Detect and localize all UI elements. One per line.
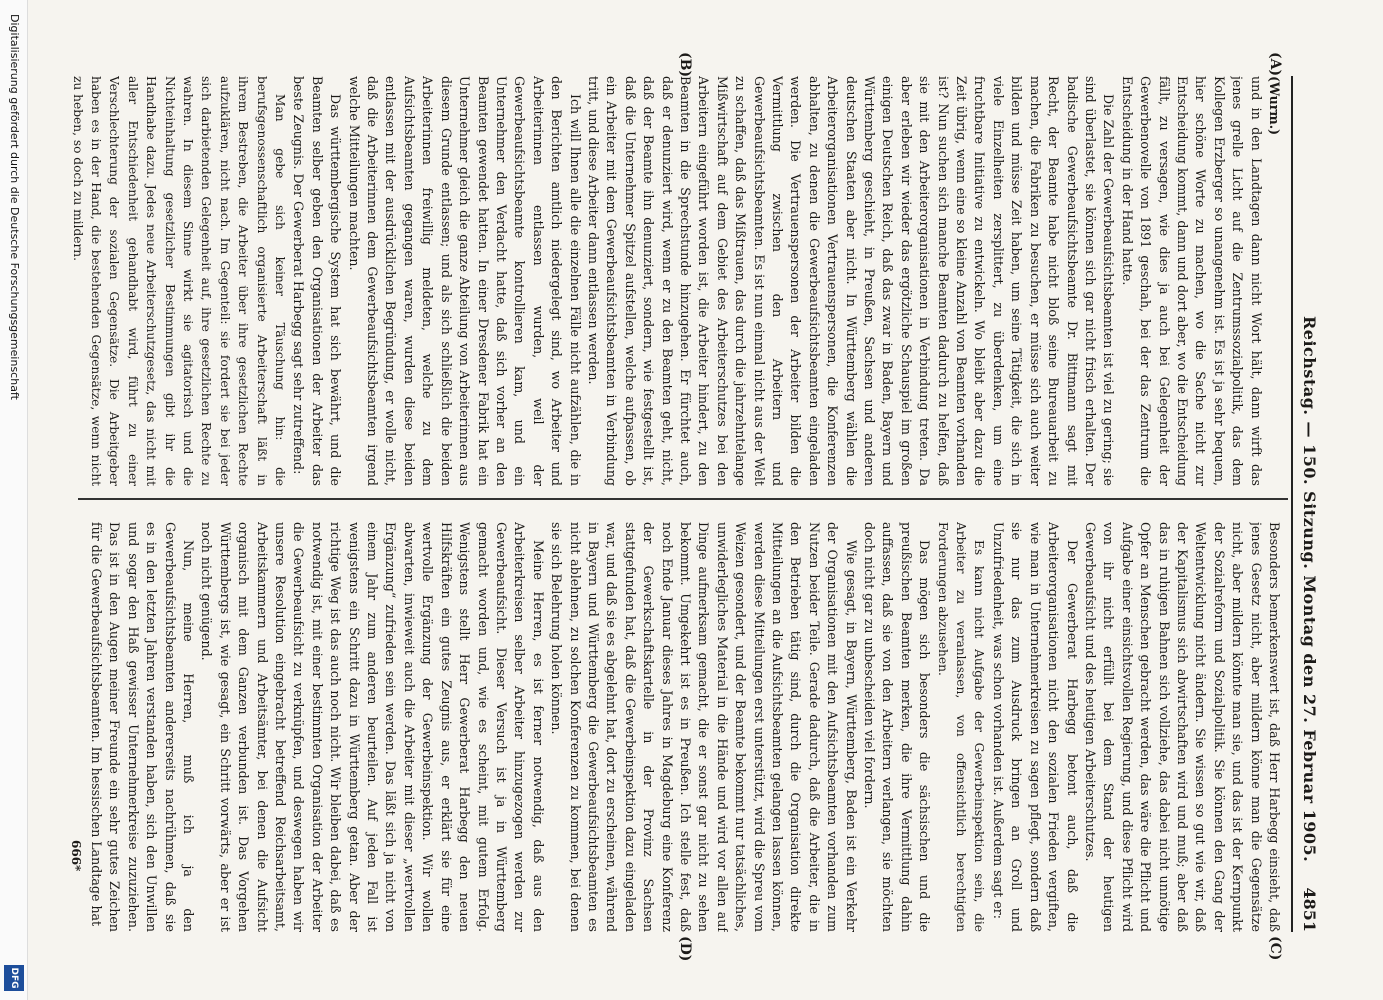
page-header xyxy=(1297,76,1321,932)
digitization-credit: Digitalisierung gefördert durch die Deutsche Forschungsgemeinschaft xyxy=(8,14,21,400)
page-number: 4851 xyxy=(1300,887,1319,932)
paragraph: Der Gewerberat Harbegg betont auch, daß die Arbeiterorganisationen nicht den sozialen Frieden vergiften, wie man in Unternehmerkreisen zu sagen pflegt, sondern daß sie nur das zum Ausdruck bringen an Groll und Unzufriedenheit, was schon vorhanden ist. Außerdem sagt er: xyxy=(990,522,1080,932)
left-column xyxy=(60,76,1283,486)
running-title: Reichstag. — 150. Sitzung. Montag den 27. Februar 1905. xyxy=(1300,316,1319,863)
paragraph: Das mögen sich besonders die sächsischen und die preußischen Beamten merken, die ihre Vermittlung dahin auffassen, daß sie von den Arbeitern verlangen, sie möchten doch nicht gar zu unbescheiden viel fordern. xyxy=(862,522,933,932)
quote-paragraph: Man gebe sich keiner Täuschung hin: die berufsgenossenschaftlich organisierte Arbeiterschaft läßt in ihrem Bestreben, die Arbeiter über ihre gesetzlichen Rechte aufzuklären, nicht nach. Im Gegenteil: sie fordert sie bei jeder sich darbietenden Gelegenheit auf, ihre gesetzlichen Rechte zu wahren. In diesem Sinne wirkt sie agitatorisch und die Nichteinhaltung gesetzlicher Bestimmungen gibt ihr die Handhabe dazu. Jedes neue Arbeiterschutzgesetz, das nicht mit aller Entschiedenheit gehandhabt wird, führt zu einer Verschlechterung der sozialen Gegensätze. Die Arbeitgeber haben es in der Hand, die bestehenden Gegensätze, wenn nicht zu heben, so doch zu mildern. xyxy=(70,76,288,486)
paragraph: Besonders bemerkenswert ist, daß Herr Harbegg einsieht, daß jenes Gesetz nicht, aber mildern könne man die Gegensätze nicht, aber mildern könnte man sie, und das ist der Kernpunkt der Sozialreform und Sozialpolitik. Sie können den Gang der Weltentwicklung nicht ändern. Sie wissen so gut wie wir, daß der Kapitalismus sich abwirtschaften wird und muß; aber daß das in ruhigen Bahnen sich vollziehe, das dabei nicht unnötige Opfer an Menschen gebracht werden, das wäre die Pflicht und Aufgabe einer einsichtsvollen Regierung, und diese Pflicht wird von ihr nicht erfüllt bei dem Stand der heutigen Gewerbeaufsicht und des heutigen Arbeiterschutzes. xyxy=(1082,522,1282,932)
right-column xyxy=(60,522,1283,932)
header-rule xyxy=(1291,76,1293,932)
footer-mark: 666* xyxy=(69,840,83,872)
paragraph: Die Zahl der Gewerbeaufsichtsbeamten ist viel zu gering; sie sind überlastet, sie können sich gar nicht frisch erhalten. Der badische Gewerbeaufsichtsbeamte Dr. Bittmann sagt mit Recht, der Beamte habe nicht bloß seine Bureauarbeit zu machen, die Fabriken zu besuchen, er müsse sich auch weiter bilden und müsse Zeit haben, um seine Tätigkeit, die sich in viele Einzelheiten zersplittert, zu überdenken, um eine fruchtbare Initiative zu entwickeln. Wo bleibt aber dazu die Zeit übrig, wenn eine so kleine Anzahl von Beamten vorhanden ist? Nun suchen sich manche Beamten dadurch zu helfen, daß sie mit den Arbeiterorganisationen in Verbindung treten. Da aber erleben wir wieder das ergötzliche Schauspiel im großen einigen Deutschen Reich, daß das zwar in Baden, Bayern und Württemberg geschieht, in Preußen, Sachsen und anderen deutschen Staaten aber nicht. In Württemberg wählen die Arbeiterorganisationen Vertrauenspersonen, die Konferenzen abhalten, zu denen die Gewerbeaufsichtsbeamten eingeladen werden. Die Vertrauenspersonen der Arbeiter bilden die Vermittlung zwischen den Arbeitern und Gewerbeaufsichtsbeamten. Es ist nun einmal nicht aus der Welt zu schaffen, daß das Mißtrauen, das durch die jahrzehntelange Mißwirtschaft auf dem Gebiet des Arbeiterschutzes bei den Arbeitern eingeführt worden ist, die Arbeiter hindert, zu den Beamten in die Sprechstunde hinzugehen. Er fürchtet auch, daß er denunziert wird, wenn er zu den Beamten geht, nicht, daß der Beamte ihn denunziert, sondern, wie festgestellt ist, daß die Unternehmer Spitzel aufstellen, welche aufpassen, ob ein Arbeiter mit dem Gewerbeaufsichtsbeamten in Verbindung tritt, und diese Arbeiter dann entlassen werden. xyxy=(585,76,1117,486)
column-divider xyxy=(78,498,1288,500)
paragraph: Das württembergische System hat sich bewährt, und die Beamten selber geben den Organisationen der Arbeiter das beste Zeugnis. Der Gewerberat Harbegg sagt sehr zutreffend: xyxy=(291,76,344,486)
speaker-name: (Wurm.) xyxy=(1267,76,1282,136)
quote-paragraph: Es kann nicht Aufgabe der Gewerbeinspektion sein, die Arbeiter zu veranlassen, von offensichtlich berechtigten Forderungen abzusehen. xyxy=(935,522,987,932)
paragraph: Meine Herren, es ist ferner notwendig, daß aus den Arbeiterkreisen selber Arbeiter hinzugezogen werden zur Gewerbeaufsicht. Dieser Versuch ist ja in Württemberg gemacht worden und, wie es scheint, mit gutem Erfolg. Wenigstens stellt Herr Gewerberat Harbegg den neuen Hilfskräften ein gutes Zeugnis aus, er erklärt sie für eine wertvolle Ergänzung der Gewerbeinspektion. Wir wollen abwarten, inwieweit auch die Arbeiter mit dieser „wertvollen Ergänzung“ zufrieden sein werden. Das läßt sich ja nicht von einem Jahr zum anderen beurteilen. Auf jeden Fall ist wenigstens ein Schritt dazu in Württemberg getan. Aber der richtige Weg ist das auch noch nicht. Wir bleiben dabei, daß es notwendig ist, mit einer bestimmten Organisation der Arbeiter die Gewerbeaufsicht zu verknüpfen, und deswegen haben wir unsere Resolution eingebracht betreffend Reichsarbeitsamt, Arbeitskammern und Arbeitsämter, bei denen die Aufsicht organisch mit dem Ganzen verbunden ist. Das Vorgehen Württembergs ist, wie gesagt, ein Schritt vorwärts, aber er ist noch nicht genügend. xyxy=(199,522,546,932)
paragraph: Nun, meine Herren, muß ich ja den Gewerbeaufsichtsbeamten andererseits nachrühmen, daß sie es in den letzten Jahren verstanden haben, sich den Unwillen und sogar den Haß gewisser Unternehmerkreise zuzuziehen. Das ist in den Augen meiner Freunde ein sehr gutes Zeichen für die Gewerbeaufsichtsbeamten. Im hessischen Landtage hat xyxy=(89,522,197,932)
margin-letter-a: (A) xyxy=(1267,52,1283,77)
dfg-logo: DFG xyxy=(4,965,24,991)
paragraph: Wie gesagt, in Bayern, Württemberg, Baden ist ein Verkehr der Organisationen mit den Aufsichtsbeamten vorhanden zum Nutzen beider Teile. Gerade dadurch, daß die Arbeiter, die in den Betrieben tätig sind, durch die Organisation direkte Mitteilungen an die Aufsichtsbeamten gelangen lassen können, werden diese Mitteilungen erst unterstützt, wird die Spreu vom Weizen gesondert, und der Beamte bekommt nur tatsächliches, unwiderlegliches Material in die Hände und wird vor allen auf Dinge aufmerksam gemacht, die er sonst gar nicht zu sehen bekommt. Umgekehrt ist es in Preußen. Ich stelle fest, daß noch Ende Januar dieses Jahres in Magdeburg eine Konferenz der Gewerkschaftskartelle in der Provinz Sachsen stattgefunden hat, daß die Gewerbeinspektion dazu eingeladen war, und daß sie es abgelehnt hat, dort zu erscheinen, während in Bayern und Württemberg die Gewerbeaufsichtsbeamten es nicht ablehnen, zu solchen Konferenzen zu kommen, bei denen sie sich Belehrung holen können. xyxy=(549,522,859,932)
paragraph: Ich will Ihnen alle die einzelnen Fälle nicht aufzählen, die in den Berichten amtlich niedergelegt sind, wo Arbeiter und Arbeiterinnen entlassen wurden, weil der Gewerbeaufsichtsbeamte kontrollieren kam, und ein Unternehmer den Verdacht hatte, daß sich vorher an den Beamten gewendet hatten. In einer Dresdener Fabrik hat ein Unternehmer gleich die ganze Abteilung von Arbeiterinnen aus diesem Grunde entlassen; und als sich schließlich die beiden Arbeiterinnen freiwillig meldeten, welche zu dem Aufsichtsbeamten gegangen waren, wurden diese beiden entlassen mit der ausdrücklichen Begründung, er wolle nicht, daß die Arbeiterinnen dem Gewerbeaufsichtsbeamten irgend welche Mitteilungen machten. xyxy=(346,76,583,486)
paragraph: und in den Landtagen dann nicht Wort hält, dann wirft das jenes grelle Licht auf die Zentrumssozialpolitik, das dem Kollegen Erzberger so unangenehm ist. Es ist ja sehr bequem, hier schöne Worte zu machen, wo die Sache nicht zur Entscheidung kommt, dann und dort aber, wo die Entscheidung fällt, zu versagen, wie dies ja auch bei Gelegenheit der Gewerbenovelle von 1891 geschah, bei der das Zentrum die Entscheidung in der Hand hatte. xyxy=(1119,76,1264,486)
digitization-strip xyxy=(0,0,28,1000)
margin-letter-c: (C) xyxy=(1267,936,1283,961)
margin-letter-d: (D) xyxy=(677,936,693,962)
margin-letter-b: (B) xyxy=(677,52,693,78)
